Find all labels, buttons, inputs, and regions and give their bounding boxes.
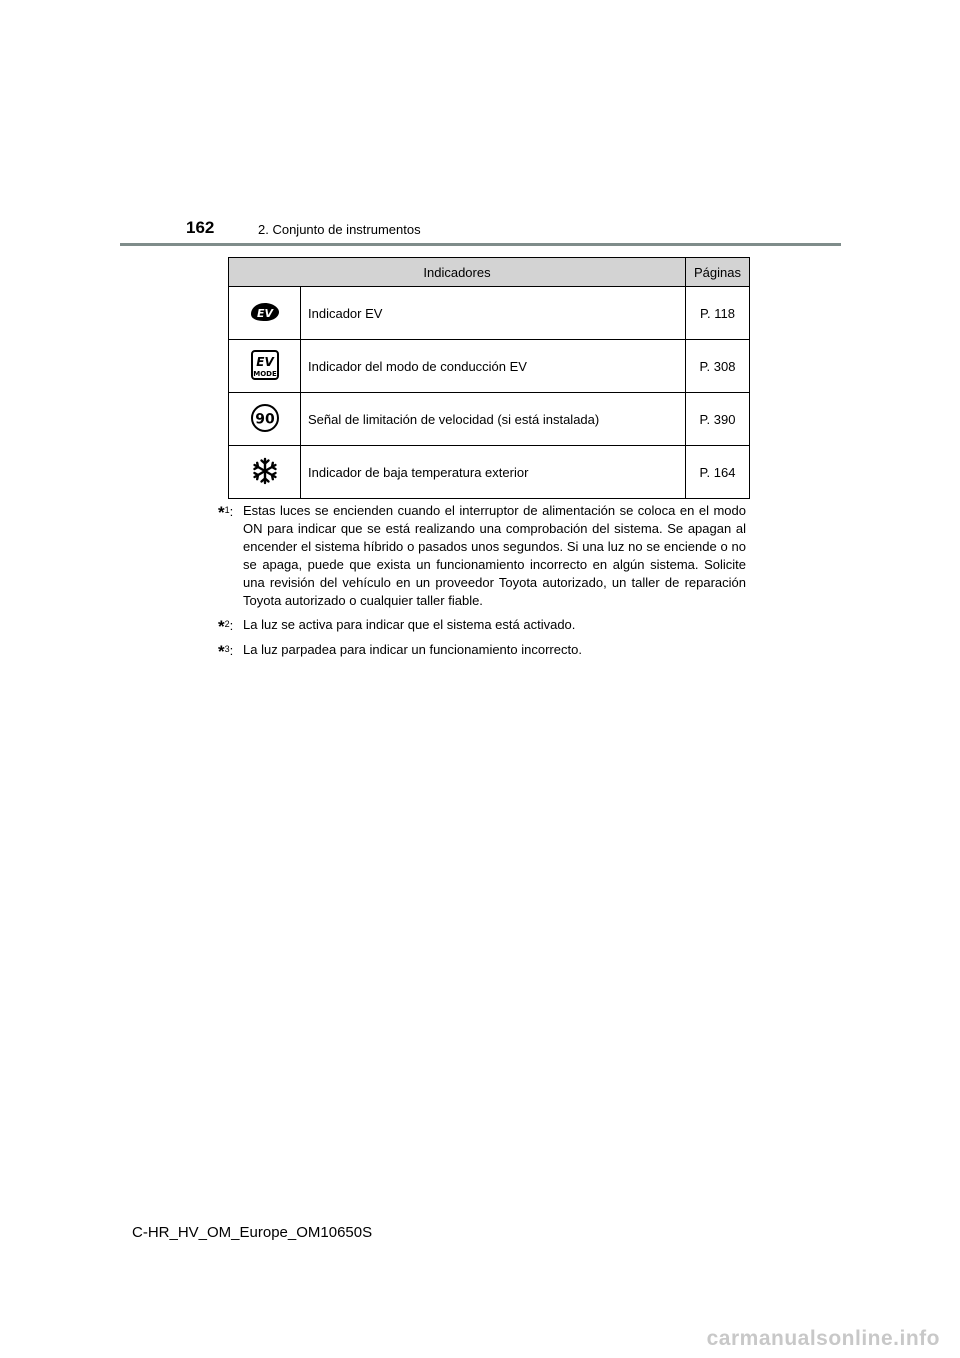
footnote-marker: *$^2$: (218, 617, 234, 636)
svg-text:90: 90 (254, 411, 275, 427)
column-header-pages: Páginas (686, 258, 750, 287)
footnote-text: La luz se activa para indicar que el sistema está activado. (243, 617, 576, 632)
indicator-name: Señal de limitación de velocidad (si está instalada) (301, 393, 686, 446)
footnote-marker: *$^1$: (218, 503, 234, 522)
footnote (218, 641, 746, 660)
table-row (229, 340, 750, 393)
indicator-name: Indicador de baja temperatura exterior (301, 446, 686, 499)
column-header-indicators: Indicadores (229, 258, 686, 287)
footnote-text: La luz parpadea para indicar un funcionamiento incorrecto. (243, 642, 582, 657)
footnote (218, 502, 746, 610)
page-reference: P. 390 (686, 393, 750, 446)
page-reference: P. 308 (686, 340, 750, 393)
table-header-row (229, 258, 750, 287)
ev-mode-icon (250, 349, 280, 384)
page-number: 162 (186, 218, 215, 237)
snowflake-icon (250, 456, 280, 489)
footnote-text: Estas luces se encienden cuando el interruptor de alimentación se coloca en el modo ON para indicar que se está realizando una comprobación del sistema. Se apagan al encender el sistema híbrido o pasados unos segundos. Si una luz no se enciende o no se apaga, puede que exista un funcionamiento incorrecto en algún sistema. Solicite una revisión del vehículo en un proveedor Toyota autorizado, un taller de reparación Toyota autorizado o cualquier taller fiable. (243, 503, 746, 608)
svg-text:MODE: MODE (252, 369, 277, 378)
svg-text:EV: EV (256, 306, 273, 320)
indicator-name: Indicador del modo de conducción EV (301, 340, 686, 393)
header-divider (120, 243, 841, 246)
indicators-table (228, 257, 750, 499)
table-row (229, 393, 750, 446)
footnote (218, 616, 746, 635)
ev-indicator-icon (248, 300, 282, 327)
page-reference: P. 118 (686, 287, 750, 340)
document-id: C-HR_HV_OM_Europe_OM10650S (132, 1224, 373, 1241)
footnotes (218, 502, 746, 666)
indicator-name: Indicador EV (301, 287, 686, 340)
table-row (229, 446, 750, 499)
watermark: carmanualsonline.info (706, 1327, 940, 1350)
svg-text:EV: EV (255, 354, 274, 369)
footnote-marker: *$^3$: (218, 642, 234, 661)
section-title: 2. Conjunto de instrumentos (258, 222, 421, 237)
table-row (229, 287, 750, 340)
speed-limit-90-icon (250, 403, 280, 436)
page-reference: P. 164 (686, 446, 750, 499)
